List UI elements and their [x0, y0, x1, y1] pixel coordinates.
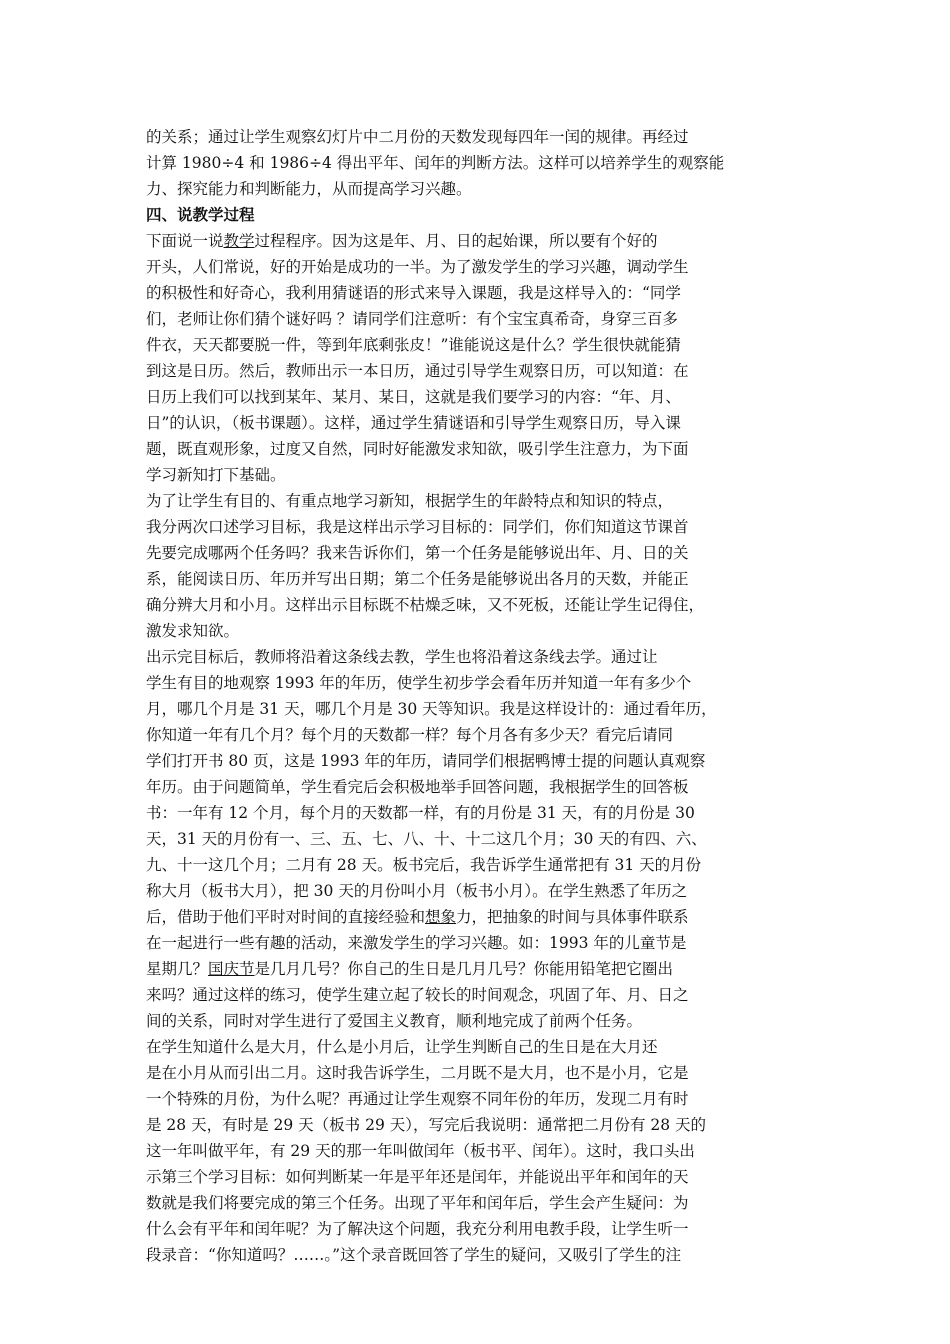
link-text[interactable]: 想象: [425, 908, 457, 926]
text-line: 年历。由于问题简单，学生看完后会积极地举手回答问题，我根据学生的回答板: [146, 778, 689, 796]
text-line: 在一起进行一些有趣的活动，来激发学生的学习兴趣。如：1993 年的儿童节是: [146, 934, 687, 952]
text-line: 天，31 天的月份有一、三、五、七、八、十、十二这几个月；30 天的有四、六、: [146, 830, 707, 848]
text-line: 月，哪几个月是 31 天，哪几个月是 30 天等知识。我是这样设计的：通过看年历，: [146, 700, 717, 718]
text-line: 日历上我们可以找到某年、某月、某日，这就是我们要学习的内容：“年、月、: [146, 388, 681, 406]
text-line: 来吗？通过这样的练习，使学生建立起了较长的时间观念，巩固了年、月、日之: [146, 986, 689, 1004]
text-line: 到这是日历。然后，教师出示一本日历，通过引导学生观察日历，可以知道：在: [146, 362, 689, 380]
text-line: 开头，人们常说，好的开始是成功的一半。为了激发学生的学习兴趣，调动学生: [146, 258, 689, 276]
text-line: 什么会有平年和闰年呢？为了解决这个问题，我充分利用电教手段，让学生听一: [146, 1220, 689, 1238]
text-line: 下面说一说教学过程程序。因为这是年、月、日的起始课，所以要有个好的: [146, 232, 658, 250]
text-line: 学们打开书 80 页，这是 1993 年的年历，请同学们根据鸭博士提的问题认真观察: [146, 752, 706, 770]
text-line: 这一年叫做平年，有 29 天的那一年叫做闰年（板书平、闰年）。这时，我口头出: [146, 1142, 695, 1160]
text-line: 是在小月从而引出二月。这时我告诉学生，二月既不是大月，也不是小月，它是: [146, 1064, 689, 1082]
text-line: 件衣，天天都要脱一件，等到年底剩张皮！”谁能说这是什么？学生很快就能猜: [146, 336, 681, 354]
text-line: 你知道一年有几个月？每个月的天数都一样？每个月各有多少天？看完后请同: [146, 726, 674, 744]
text-line: 日”的认识，（板书课题）。这样，通过学生猜谜语和引导学生观察日历，导入课: [146, 414, 681, 432]
text-line: 系，能阅读日历、年历并写出日期；第二个任务是能够说出各月的天数，并能正: [146, 570, 689, 588]
text-line: 学习新知打下基础。: [146, 466, 286, 484]
text-line: 出示完目标后，教师将沿着这条线去教，学生也将沿着这条线去学。通过让: [146, 648, 658, 666]
text-line: 称大月（板书大月），把 30 天的月份叫小月（板书小月）。在学生熟悉了年历之: [146, 882, 688, 900]
text-line: 段录音：“你知道吗？……。”这个录音既回答了学生的疑问，又吸引了学生的注: [146, 1246, 682, 1264]
text-line: 九、十一这几个月；二月有 28 天。板书完后，我告诉学生通常把有 31 天的月份: [146, 856, 702, 874]
text-line: 后，借助于他们平时对时间的直接经验和想象力，把抽象的时间与具体事件联系: [146, 908, 689, 926]
section-heading: 四、说教学过程: [146, 206, 255, 224]
text-line: 书：一年有 12 个月，每个月的天数都一样，有的月份是 31 天，有的月份是 30: [146, 804, 695, 822]
text-line: 的关系；通过让学生观察幻灯片中二月份的天数发现每四年一闰的规律。再经过: [146, 128, 689, 146]
text-line: 学生有目的地观察 1993 年的年历，使学生初步学会看年历并知道一年有多少个: [146, 674, 692, 692]
text-line: 题，既直观形象，过度又自然，同时好能激发求知欲，吸引学生注意力，为下面: [146, 440, 689, 458]
text-line: 确分辨大月和小月。这样出示目标既不枯燥乏味，又不死板，还能让学生记得住，: [146, 596, 705, 614]
text-line: 的积极性和好奇心，我利用猜谜语的形式来导入课题，我是这样导入的：“同学: [146, 284, 681, 302]
link-text[interactable]: 国庆节: [208, 960, 255, 978]
text-line: 为了让学生有目的、有重点地学习新知，根据学生的年龄特点和知识的特点，: [146, 492, 674, 510]
text-line: 们，老师让你们猜个谜好吗 ？请同学们注意听：有个宝宝真希奇，身穿三百多: [146, 310, 678, 328]
text-line: 星期几？国庆节是几月几号？你自己的生日是几月几号？你能用铅笔把它圈出: [146, 960, 674, 978]
text-line: 我分两次口述学习目标，我是这样出示学习目标的：同学们，你们知道这节课首: [146, 518, 689, 536]
text-line: 数就是我们将要完成的第三个任务。出现了平年和闰年后，学生会产生疑问：为: [146, 1194, 689, 1212]
text-line: 间的关系，同时对学生进行了爱国主义教育，顺利地完成了前两个任务。: [146, 1012, 643, 1030]
text-line: 力、探究能力和判断能力，从而提高学习兴趣。: [146, 180, 472, 198]
text-line: 示第三个学习目标：如何判断某一年是平年还是闰年，并能说出平年和闰年的天: [146, 1168, 689, 1186]
link-text[interactable]: 教学: [223, 232, 255, 250]
text-line: 先要完成哪两个任务吗？我来告诉你们，第一个任务是能够说出年、月、日的关: [146, 544, 689, 562]
text-line: 激发求知欲。: [146, 622, 240, 640]
text-line: 在学生知道什么是大月，什么是小月后，让学生判断自己的生日是在大月还: [146, 1038, 658, 1056]
text-line: 计算 1980÷4 和 1986÷4 得出平年、闰年的判断方法。这样可以培养学生的观察能: [146, 154, 725, 172]
text-line: 一个特殊的月份，为什么呢？再通过让学生观察不同年份的年历，发现二月有时: [146, 1090, 689, 1108]
text-line: 是 28 天，有时是 29 天（板书 29 天），写完后我说明：通常把二月份有 28 天的: [146, 1116, 707, 1134]
